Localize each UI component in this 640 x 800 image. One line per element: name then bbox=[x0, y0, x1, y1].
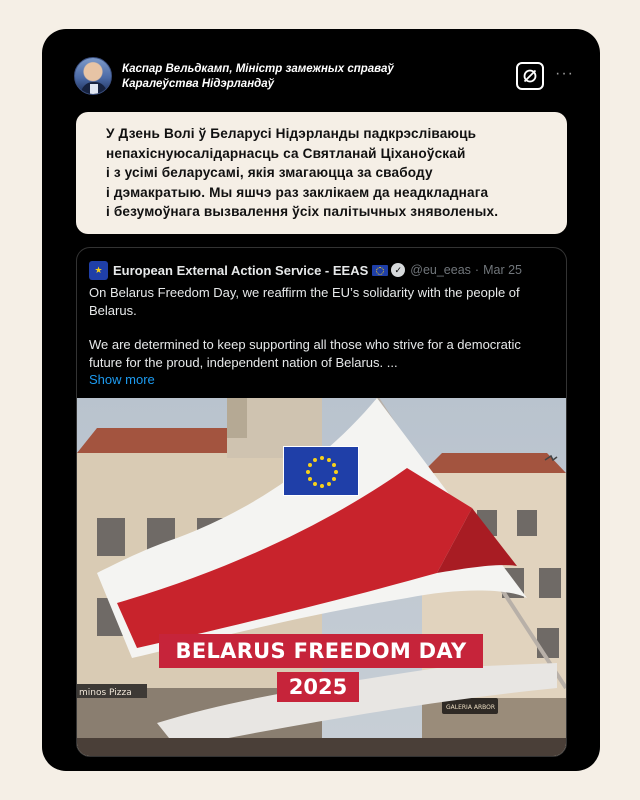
more-icon[interactable]: ··· bbox=[555, 65, 574, 82]
crossed-circle-icon[interactable] bbox=[516, 62, 544, 90]
eu-flag-icon[interactable]: ★ bbox=[89, 261, 108, 280]
author-name[interactable] bbox=[122, 62, 452, 92]
image-banner-title: BELARUS FREEDOM DAY bbox=[159, 634, 483, 668]
tweet-text-line: Belarus. bbox=[89, 302, 137, 318]
post-text-line: У Дзень Волі ў Беларусі Нідэрланды падкрэсліваюць bbox=[106, 126, 477, 141]
verified-icon: ✓ bbox=[391, 263, 405, 277]
author-line-2: Каралеўства Нідэрландаў bbox=[122, 78, 275, 90]
post-text-line: і з усімі беларусамі, якія змагаюцца за свабоду bbox=[106, 165, 433, 180]
tweet-author-name[interactable]: European External Action Service - EEAS bbox=[113, 262, 369, 278]
post-text bbox=[76, 112, 567, 234]
eu-flag-icon bbox=[372, 265, 388, 276]
post-text-line: і безумоўнага вызвалення ўсіх палітычных зняволеных. bbox=[106, 204, 499, 219]
post-card bbox=[42, 29, 600, 771]
show-more-link[interactable]: Show more bbox=[89, 372, 155, 387]
tweet-text-line: We are determined to keep supporting all those who strive for a democratic bbox=[89, 337, 521, 352]
tweet-handle[interactable]: @eu_eeas bbox=[410, 263, 471, 277]
shop-sign: minos Pizza bbox=[79, 688, 132, 698]
separator: · bbox=[474, 263, 480, 277]
post-header bbox=[74, 57, 576, 97]
tweet-header bbox=[89, 260, 558, 280]
tweet-image[interactable] bbox=[77, 398, 566, 757]
quoted-tweet[interactable] bbox=[76, 247, 567, 757]
image-banner-year: 2025 bbox=[277, 672, 359, 702]
tweet-body bbox=[89, 284, 556, 389]
post-text-line: непахіснуюсалідарнасць са Святланай Ціханоўскай bbox=[106, 145, 466, 161]
tweet-text-line: future for the proud, independent nation of Belarus. ... bbox=[89, 354, 398, 370]
tweet-date[interactable]: Mar 25 bbox=[483, 263, 522, 277]
shop-sign: GALERIA ARBOR bbox=[446, 704, 496, 711]
avatar[interactable] bbox=[74, 57, 112, 95]
author-line-1: Каспар Вельдкамп, Міністр замежных справаў bbox=[122, 63, 394, 75]
eu-flag-image bbox=[283, 446, 359, 496]
post-text-line: і дэмакратыю. Мы яшчэ раз заклікаем да неадкладнага bbox=[106, 184, 489, 200]
tweet-text-line: On Belarus Freedom Day, we reaffirm the EU’s solidarity with the people of bbox=[89, 285, 520, 300]
